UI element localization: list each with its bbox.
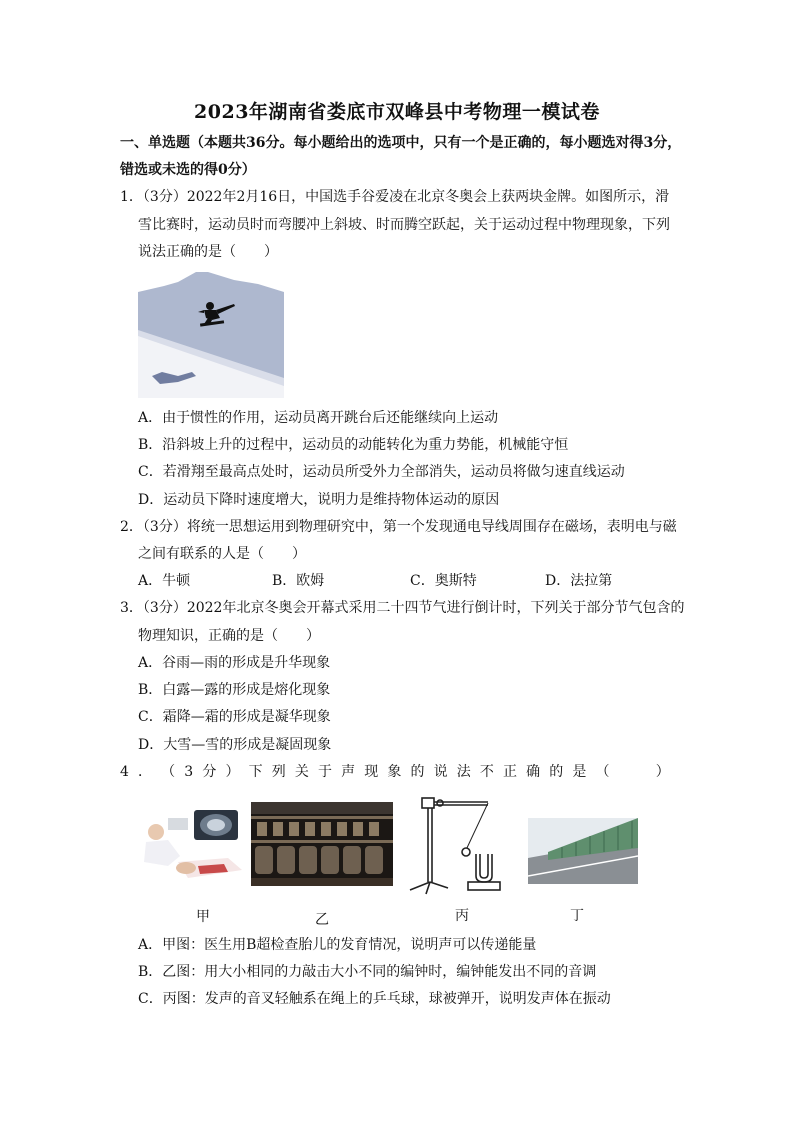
q1-ski-image [138,272,284,398]
exam-title: 2023年湖南省娄底市双峰县中考物理一模试卷 [194,101,600,123]
q2-option-a: A．牛顿 [138,573,191,589]
q4-caption-yi: 乙 [315,912,329,928]
q3-option-d: D．大雪—雪的形成是凝固现象 [138,737,332,753]
q4-caption-bing: 丙 [455,908,469,924]
q4-option-b: B．乙图：用大小相同的力敲击大小不同的编钟时，编钟能发出不同的音调 [138,964,597,980]
q3-stem-line1: 3．（3分）2022年北京冬奥会开幕式采用二十四节气进行倒计时，下列关于部分节气包含的 [120,600,685,616]
q2-option-b: B．欧姆 [272,573,325,589]
section-header-line1: 一、单选题（本题共36分。每小题给出的选项中，只有一个是正确的，每小题选对得3分， [120,135,682,151]
q2-stem-line2: 之间有联系的人是（ ） [138,546,306,562]
q2-option-c: C．奥斯特 [410,573,477,589]
q3-option-c: C．霜降—霜的形成是凝华现象 [138,709,331,725]
q4-sound-barrier-image [528,818,638,884]
q4-caption-jia: 甲 [196,909,210,925]
q1-option-d: D．运动员下降时速度增大，说明力是维持物体运动的原因 [138,492,500,508]
q2-stem-line1: 2．（3分）将统一思想运用到物理研究中，第一个发现通电导线周围存在磁场，表明电与磁 [120,519,677,535]
q4-ultrasound-image [138,806,246,884]
q1-option-a: A．由于惯性的作用，运动员离开跳台后还能继续向上运动 [138,410,499,426]
q1-option-b: B．沿斜坡上升的过程中，运动员的动能转化为重力势能，机械能守恒 [138,437,569,453]
q4-stem: 4 ． （ 3 分 ） 下 列 关 于 声 现 象 的 说 法 不 正 确 的 是 （ ） [120,764,670,780]
q4-tuning-fork-image [404,790,524,896]
q3-option-a: A．谷雨—雨的形成是升华现象 [138,655,331,671]
q1-option-c: C．若滑翔至最高点处时，运动员所受外力全部消失，运动员将做匀速直线运动 [138,464,625,480]
q4-option-c: C．丙图：发声的音叉轻触系在绳上的乒乓球，球被弹开，说明发声体在振动 [138,991,611,1007]
q3-option-b: B．白露—露的形成是熔化现象 [138,682,331,698]
q2-option-d: D．法拉第 [545,573,613,589]
q4-option-a: A．甲图：医生用B超检查胎儿的发育情况，说明声可以传递能量 [138,937,537,953]
q1-stem-line1: 1．（3分）2022年2月16日，中国选手谷爱凌在北京冬奥会上获两块金牌。如图所示，滑 [120,189,670,205]
section-header-line2: 错选或未选的得0分） [120,162,256,178]
q4-chime-bells-image [251,802,393,886]
q1-stem-line2: 雪比赛时，运动员时而弯腰冲上斜坡、时而腾空跃起，关于运动过程中物理现象，下列 [138,217,670,233]
q1-stem-line3: 说法正确的是（ ） [138,244,278,260]
q4-caption-ding: 丁 [570,908,584,924]
q3-stem-line2: 物理知识，正确的是（ ） [138,628,320,644]
